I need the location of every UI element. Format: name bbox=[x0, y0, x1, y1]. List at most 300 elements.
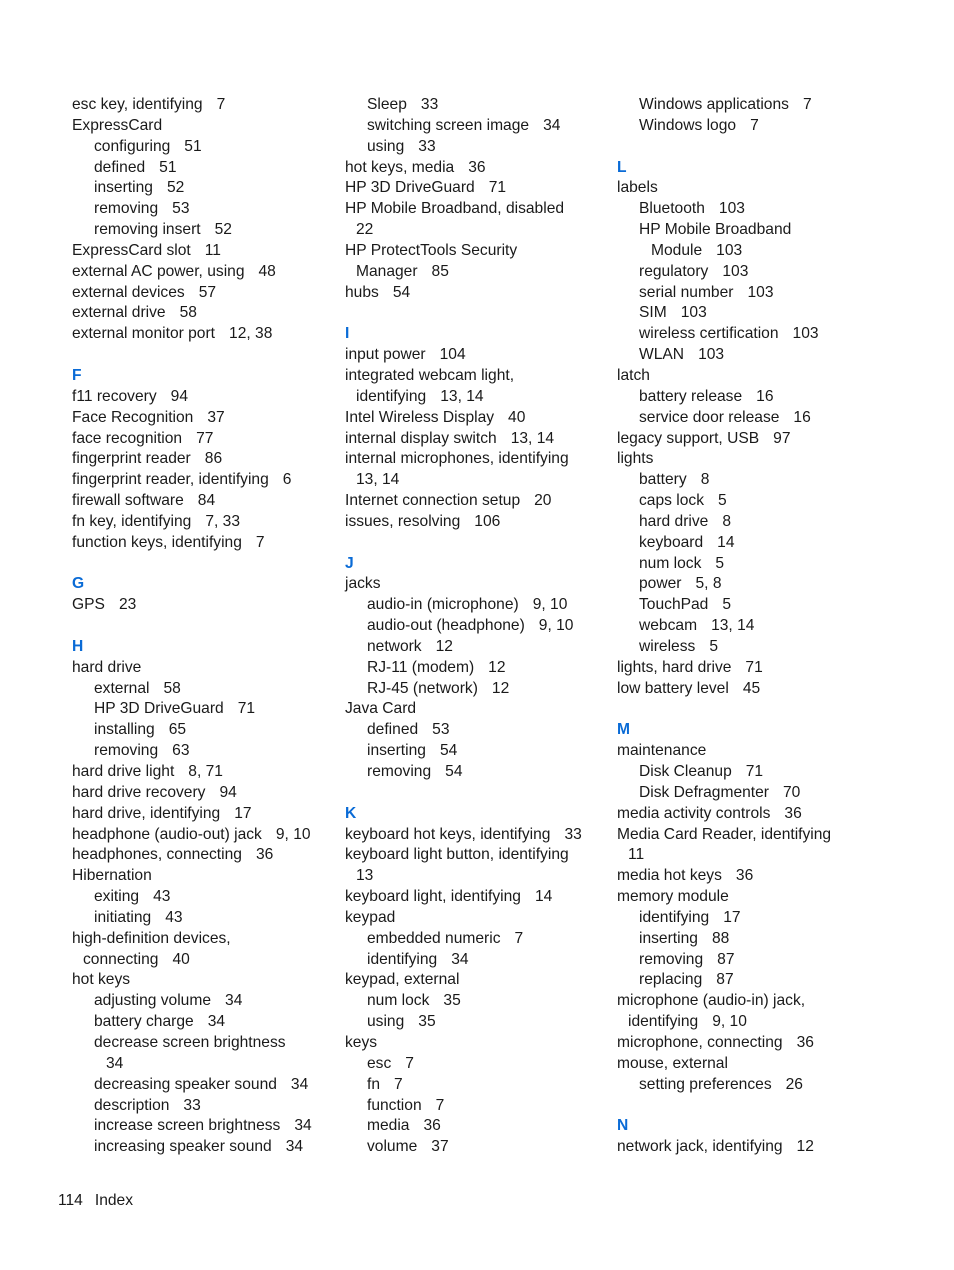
index-entry bbox=[72, 595, 337, 616]
page-number: 114 bbox=[58, 1192, 83, 1209]
index-page-ref: 57 bbox=[198, 283, 217, 301]
index-subentry bbox=[72, 720, 337, 741]
index-page-ref: 84 bbox=[197, 492, 216, 510]
index-term: using bbox=[367, 137, 405, 155]
index-term: num lock bbox=[639, 554, 702, 572]
index-page-ref: 58 bbox=[179, 304, 197, 322]
index-term: 22 bbox=[356, 221, 374, 239]
index-entry bbox=[617, 845, 917, 866]
index-term: ExpressCard bbox=[72, 116, 163, 134]
index-subentry bbox=[72, 158, 337, 179]
index-page-ref: 34 bbox=[451, 950, 469, 968]
index-term: lights bbox=[617, 450, 654, 468]
section-title: Index bbox=[94, 1192, 134, 1209]
index-page-ref: 14 bbox=[534, 888, 553, 906]
index-term: HP 3D DriveGuard bbox=[345, 179, 475, 197]
index-subentry bbox=[345, 116, 607, 137]
index-page-ref: 7 bbox=[514, 929, 524, 947]
index-term: Bluetooth bbox=[639, 200, 705, 218]
index-page-ref: 7 bbox=[405, 1054, 414, 1072]
index-page-ref: 103 bbox=[718, 200, 745, 218]
index-subentry bbox=[72, 1116, 337, 1137]
index-term: hard drive, identifying bbox=[72, 804, 221, 822]
index-page-ref: 103 bbox=[747, 283, 774, 301]
index-entry bbox=[345, 220, 607, 241]
index-subentry bbox=[345, 658, 607, 679]
index-subentry bbox=[72, 991, 337, 1012]
index-letter-heading: H bbox=[72, 637, 84, 655]
index-subentry bbox=[345, 929, 607, 950]
index-page-ref: 9, 10 bbox=[538, 617, 574, 635]
index-term: num lock bbox=[367, 992, 430, 1010]
index-subentry bbox=[345, 637, 607, 658]
index-subentry bbox=[345, 616, 607, 637]
index-entry bbox=[72, 533, 337, 554]
index-term: webcam bbox=[639, 617, 698, 635]
page-footer bbox=[58, 1191, 133, 1211]
index-page-ref: 58 bbox=[163, 679, 181, 697]
index-entry bbox=[617, 1012, 917, 1033]
index-page-ref: 87 bbox=[717, 950, 735, 968]
index-term: using bbox=[367, 1013, 405, 1031]
index-page-ref: 33 bbox=[564, 825, 582, 843]
index-term: Face Recognition bbox=[72, 408, 194, 426]
index-term: increasing speaker sound bbox=[94, 1138, 272, 1156]
index-entry bbox=[72, 825, 337, 846]
index-page-ref: 36 bbox=[255, 846, 274, 864]
index-term: hubs bbox=[345, 283, 379, 301]
index-term: Media Card Reader, identifying bbox=[617, 825, 832, 843]
index-page-ref: 40 bbox=[172, 950, 190, 968]
index-page-ref: 33 bbox=[418, 137, 436, 155]
index-page-ref: 6 bbox=[282, 471, 292, 489]
index-letter-heading: F bbox=[72, 366, 82, 384]
index-term: fn bbox=[367, 1075, 381, 1093]
index-term: media hot keys bbox=[617, 867, 722, 885]
index-subentry bbox=[72, 887, 337, 908]
index-entry bbox=[72, 512, 337, 533]
index-entry bbox=[617, 804, 917, 825]
index-entry bbox=[72, 241, 337, 262]
index-term: regulatory bbox=[639, 262, 709, 280]
index-entry bbox=[72, 303, 337, 324]
index-subentry bbox=[72, 1096, 337, 1117]
index-term: external devices bbox=[72, 283, 185, 301]
index-page-ref: 7 bbox=[216, 96, 226, 113]
index-subentry bbox=[345, 762, 607, 783]
index-entry bbox=[345, 387, 607, 408]
index-subentry bbox=[617, 199, 917, 220]
index-term: Hibernation bbox=[72, 867, 152, 885]
index-page-ref: 52 bbox=[166, 179, 185, 197]
index-term: HP Mobile Broadband, disabled bbox=[345, 200, 565, 218]
index-subentry bbox=[345, 1096, 607, 1117]
index-page-ref: 34 bbox=[294, 1117, 312, 1135]
index-page-ref: 26 bbox=[785, 1075, 803, 1093]
index-entry bbox=[617, 429, 917, 450]
index-page-ref: 34 bbox=[543, 116, 561, 134]
index-entry bbox=[345, 158, 607, 179]
index-entry bbox=[345, 574, 607, 595]
index-page-ref: 71 bbox=[745, 763, 764, 780]
index-term: memory module bbox=[617, 888, 729, 906]
index-term: removing bbox=[639, 950, 704, 968]
index-term: Disk Cleanup bbox=[639, 763, 732, 780]
index-page-ref: 37 bbox=[207, 408, 225, 426]
index-term: connecting bbox=[83, 950, 159, 968]
index-term: Java Card bbox=[345, 700, 417, 718]
index-subentry bbox=[72, 199, 337, 220]
index-page-ref: 86 bbox=[204, 450, 223, 468]
index-subentry bbox=[72, 220, 337, 241]
index-term: hot keys bbox=[72, 971, 131, 989]
index-page-ref: 36 bbox=[784, 804, 802, 822]
index-subentry bbox=[617, 1075, 917, 1096]
index-subentry bbox=[617, 554, 917, 575]
index-term: setting preferences bbox=[639, 1075, 772, 1093]
index-letter-heading: J bbox=[345, 554, 354, 572]
index-term: keys bbox=[345, 1033, 378, 1051]
index-term: network bbox=[367, 637, 422, 655]
index-page-ref: 34 bbox=[290, 1075, 309, 1093]
index-term: identifying bbox=[628, 1013, 699, 1031]
index-subentry bbox=[617, 262, 917, 283]
index-page-ref: 70 bbox=[783, 783, 801, 801]
index-subentry bbox=[345, 137, 607, 158]
index-letter-heading: G bbox=[72, 575, 85, 593]
index-page-ref: 5 bbox=[715, 554, 725, 572]
index-entry bbox=[617, 991, 917, 1012]
index-page-ref: 53 bbox=[172, 200, 190, 218]
index-term: keypad bbox=[345, 908, 396, 926]
index-entry bbox=[72, 449, 337, 470]
index-term: identifying bbox=[639, 908, 710, 926]
index-subentry bbox=[617, 303, 917, 324]
index-page-ref: 51 bbox=[159, 158, 177, 176]
index-subentry bbox=[617, 95, 917, 116]
index-page-ref: 7 bbox=[255, 533, 265, 551]
index-subentry bbox=[72, 741, 337, 762]
index-entry bbox=[617, 366, 917, 387]
index-page-ref: 8 bbox=[700, 471, 710, 489]
index-term: identifying bbox=[367, 950, 438, 968]
index-page-ref: 5 bbox=[718, 492, 727, 510]
index-page-ref: 5 bbox=[709, 637, 719, 655]
index-page-ref: 63 bbox=[172, 742, 190, 760]
index-term: high-definition devices, bbox=[72, 929, 231, 947]
index-term: keypad, external bbox=[345, 971, 460, 989]
index-page-ref: 94 bbox=[170, 387, 189, 405]
index-term: headphone (audio-out) jack bbox=[72, 825, 262, 843]
index-page-ref: 12 bbox=[491, 679, 510, 697]
index-letter-heading: L bbox=[617, 158, 627, 176]
index-term: Windows logo bbox=[639, 116, 737, 134]
index-term: headphones, connecting bbox=[72, 846, 242, 864]
index-page-ref: 8, 71 bbox=[188, 763, 223, 780]
index-subentry bbox=[617, 408, 917, 429]
index-page-ref: 43 bbox=[153, 888, 171, 906]
index-term: power bbox=[639, 575, 682, 593]
index-term: latch bbox=[617, 366, 650, 384]
index-term: identifying bbox=[356, 387, 427, 405]
index-term: jacks bbox=[345, 575, 381, 593]
index-page-ref: 7 bbox=[394, 1075, 403, 1093]
index-entry bbox=[345, 408, 607, 429]
index-term: decrease screen brightness bbox=[94, 1033, 286, 1051]
index-letter-heading: M bbox=[617, 721, 630, 739]
index-subentry bbox=[617, 491, 917, 512]
index-term: Sleep bbox=[367, 96, 407, 113]
index-subentry bbox=[345, 991, 607, 1012]
index-subentry bbox=[617, 116, 917, 137]
index-entry bbox=[345, 1033, 607, 1054]
index-entry bbox=[617, 679, 917, 700]
index-subentry bbox=[617, 345, 917, 366]
index-page-ref: 34 bbox=[225, 992, 243, 1010]
index-term: 13, 14 bbox=[356, 471, 400, 489]
index-term: lights, hard drive bbox=[617, 658, 732, 676]
index-term: external bbox=[94, 679, 150, 697]
index-entry bbox=[72, 408, 337, 429]
index-entry bbox=[345, 699, 607, 720]
index-page-ref: 51 bbox=[184, 137, 202, 155]
index-page-ref: 103 bbox=[722, 262, 749, 280]
index-term: Intel Wireless Display bbox=[345, 408, 495, 426]
index-entry bbox=[617, 449, 917, 470]
index-page-ref: 23 bbox=[118, 596, 137, 614]
index-page-ref: 104 bbox=[439, 346, 466, 364]
index-page-ref: 77 bbox=[196, 429, 214, 447]
index-page-ref: 17 bbox=[723, 908, 741, 926]
index-page-ref: 48 bbox=[258, 262, 276, 280]
index-subentry bbox=[617, 595, 917, 616]
index-entry bbox=[72, 324, 337, 345]
index-letter-heading: N bbox=[617, 1117, 629, 1135]
index-term: hard drive recovery bbox=[72, 783, 206, 801]
index-term: mouse, external bbox=[617, 1054, 728, 1072]
index-letter-heading: K bbox=[345, 804, 357, 822]
index-term: internal display switch bbox=[345, 429, 497, 447]
index-term: integrated webcam light, bbox=[345, 366, 515, 384]
index-term: external drive bbox=[72, 304, 166, 322]
index-term: defined bbox=[367, 721, 419, 739]
index-entry bbox=[617, 866, 917, 887]
index-entry bbox=[345, 866, 607, 887]
index-page-ref: 53 bbox=[432, 721, 450, 739]
index-entry bbox=[72, 95, 337, 116]
index-subentry bbox=[345, 720, 607, 741]
index-page-ref: 36 bbox=[423, 1117, 441, 1135]
index-term: removing insert bbox=[94, 221, 201, 239]
index-subentry bbox=[72, 178, 337, 199]
index-term: decreasing speaker sound bbox=[94, 1075, 277, 1093]
index-term: input power bbox=[345, 346, 426, 364]
index-page-ref: 33 bbox=[420, 96, 439, 113]
index-term: labels bbox=[617, 179, 658, 197]
index-entry bbox=[345, 970, 607, 991]
index-term: removing bbox=[94, 742, 159, 760]
index-entry bbox=[72, 429, 337, 450]
index-subentry bbox=[617, 637, 917, 658]
index-term: exiting bbox=[94, 888, 140, 906]
index-term: network jack, identifying bbox=[617, 1138, 783, 1156]
index-entry bbox=[617, 741, 917, 762]
index-subentry bbox=[345, 1054, 607, 1075]
index-term: f11 recovery bbox=[72, 387, 157, 405]
index-subentry bbox=[617, 387, 917, 408]
index-term: wireless certification bbox=[639, 325, 779, 343]
index-term: maintenance bbox=[617, 742, 707, 760]
index-entry bbox=[345, 449, 607, 470]
index-term: legacy support, USB bbox=[617, 429, 760, 447]
index-page-ref: 45 bbox=[742, 679, 761, 697]
index-term: hard drive bbox=[72, 658, 142, 676]
index-term: internal microphones, identifying bbox=[345, 450, 569, 468]
index-term: description bbox=[94, 1096, 170, 1114]
index-page-ref: 87 bbox=[716, 971, 734, 989]
index-entry bbox=[345, 178, 607, 199]
index-entry bbox=[617, 1054, 917, 1075]
index-page-ref: 13, 14 bbox=[711, 617, 755, 635]
index-column-2 bbox=[345, 95, 607, 1158]
index-page-ref: 8 bbox=[722, 512, 732, 530]
index-term: GPS bbox=[72, 596, 105, 614]
index-entry bbox=[345, 491, 607, 512]
index-entry bbox=[72, 783, 337, 804]
index-term: ExpressCard slot bbox=[72, 241, 191, 259]
index-entry bbox=[345, 241, 607, 262]
index-term: media activity controls bbox=[617, 804, 771, 822]
index-entry bbox=[72, 283, 337, 304]
index-page-ref: 17 bbox=[234, 804, 252, 822]
index-page-ref: 16 bbox=[756, 387, 774, 405]
index-term: audio-out (headphone) bbox=[367, 617, 525, 635]
index-term: hard drive bbox=[639, 512, 709, 530]
index-subentry bbox=[345, 741, 607, 762]
index-subentry bbox=[345, 595, 607, 616]
index-term: microphone (audio-in) jack, bbox=[617, 992, 806, 1010]
index-page-ref: 34 bbox=[207, 1013, 226, 1031]
index-page-ref: 37 bbox=[431, 1138, 449, 1156]
index-term: external monitor port bbox=[72, 325, 216, 343]
index-subentry bbox=[345, 95, 607, 116]
index-entry bbox=[617, 887, 917, 908]
index-subentry bbox=[617, 908, 917, 929]
index-entry bbox=[72, 970, 337, 991]
index-page-ref: 88 bbox=[711, 929, 730, 947]
index-page-ref: 13, 14 bbox=[510, 429, 555, 447]
index-entry bbox=[345, 512, 607, 533]
index-subentry bbox=[345, 1012, 607, 1033]
index-page-ref: 16 bbox=[793, 408, 811, 426]
index-subentry bbox=[617, 220, 917, 241]
index-page-ref: 36 bbox=[796, 1033, 814, 1051]
index-column-3 bbox=[617, 95, 917, 1158]
index-term: adjusting volume bbox=[94, 992, 212, 1010]
index-term: external AC power, using bbox=[72, 262, 245, 280]
index-subentry bbox=[345, 1137, 607, 1158]
index-term: keyboard light, identifying bbox=[345, 888, 521, 906]
index-entry bbox=[345, 825, 607, 846]
index-term: battery charge bbox=[94, 1013, 194, 1031]
index-page-ref: 103 bbox=[716, 241, 743, 259]
index-term: keyboard bbox=[639, 533, 704, 551]
index-page-ref: 54 bbox=[392, 283, 411, 301]
index-term: function keys, identifying bbox=[72, 533, 242, 551]
index-subentry bbox=[617, 616, 917, 637]
index-page-ref: 97 bbox=[773, 429, 791, 447]
index-page-ref: 94 bbox=[219, 783, 237, 801]
index-term: hard drive light bbox=[72, 763, 175, 780]
index-page-ref: 5 bbox=[722, 596, 732, 614]
index-entry bbox=[72, 1054, 337, 1075]
index-entry bbox=[617, 1137, 917, 1158]
index-term: low battery level bbox=[617, 679, 729, 697]
index-subentry bbox=[617, 533, 917, 554]
index-term: battery release bbox=[639, 387, 743, 405]
index-entry bbox=[72, 262, 337, 283]
index-subentry bbox=[72, 1012, 337, 1033]
index-letter-heading: I bbox=[345, 325, 350, 343]
index-page-ref: 12, 38 bbox=[229, 325, 273, 343]
index-page-ref: 7 bbox=[435, 1096, 445, 1114]
index-term: Module bbox=[651, 241, 703, 259]
index-entry bbox=[617, 825, 917, 846]
index-term: installing bbox=[94, 721, 155, 739]
index-entry bbox=[617, 1033, 917, 1054]
index-term: wireless bbox=[639, 637, 696, 655]
index-term: WLAN bbox=[639, 346, 685, 364]
index-subentry bbox=[72, 908, 337, 929]
index-term: TouchPad bbox=[639, 596, 709, 614]
index-page-ref: 12 bbox=[435, 637, 453, 655]
index-subentry bbox=[345, 950, 607, 971]
index-term: fingerprint reader, identifying bbox=[72, 471, 269, 489]
index-entry bbox=[72, 762, 337, 783]
index-term: keyboard light button, identifying bbox=[345, 846, 569, 864]
index-entry bbox=[72, 929, 337, 950]
index-page-ref: 7 bbox=[802, 96, 812, 113]
index-entry bbox=[345, 199, 607, 220]
index-term: audio-in (microphone) bbox=[367, 596, 519, 614]
index-term: face recognition bbox=[72, 429, 183, 447]
index-subentry bbox=[345, 1075, 607, 1096]
index-entry bbox=[345, 262, 607, 283]
index-term: embedded numeric bbox=[367, 929, 501, 947]
index-term: Windows applications bbox=[639, 96, 789, 113]
index-term: Manager bbox=[356, 262, 418, 280]
index-entry bbox=[345, 470, 607, 491]
index-term: volume bbox=[367, 1138, 418, 1156]
index-subentry bbox=[345, 679, 607, 700]
index-subentry bbox=[72, 1137, 337, 1158]
index-page-ref: 54 bbox=[439, 742, 458, 760]
index-subentry bbox=[617, 470, 917, 491]
index-entry bbox=[72, 950, 337, 971]
index-page-ref: 54 bbox=[445, 763, 463, 780]
index-entry bbox=[72, 116, 337, 137]
index-subentry bbox=[72, 1033, 337, 1054]
index-term: initiating bbox=[94, 908, 152, 926]
index-page-ref: 14 bbox=[717, 533, 735, 551]
index-term: fingerprint reader bbox=[72, 450, 191, 468]
index-term: inserting bbox=[367, 742, 426, 760]
index-page-ref: 13, 14 bbox=[440, 387, 484, 405]
index-page-ref: 9, 10 bbox=[275, 825, 311, 843]
index-term: issues, resolving bbox=[345, 512, 461, 530]
index-entry bbox=[72, 387, 337, 408]
index-subentry bbox=[72, 1075, 337, 1096]
